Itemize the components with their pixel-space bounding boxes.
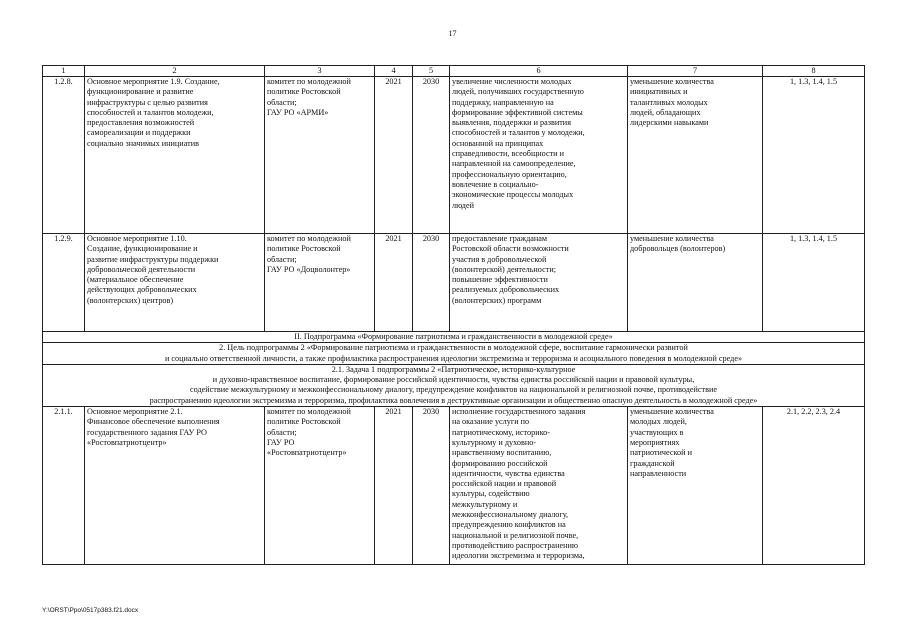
text-line: людей, обладающих — [630, 107, 701, 117]
text-line: направленной на самоопределение, — [452, 159, 576, 169]
text-line: содействие межкультурному и межконфессиональному диалогу, предупреждение конфликтов на национальной и религиозной почве, противодействие — [189, 385, 718, 395]
text-line: идеологии экстремизма и терроризма, — [452, 551, 585, 561]
text-line: участвующих в — [630, 427, 684, 437]
text-line: Ростовской области возможности — [452, 244, 569, 254]
text-line: Основное мероприятие 2.1. — [87, 407, 183, 417]
table-row — [43, 407, 865, 565]
text-line: комитет по молодежной — [267, 407, 351, 417]
indicator-links: 1, 1.3, 1.4, 1.5 — [763, 77, 865, 234]
text-line: Финансовое обеспечение выполнения — [87, 417, 220, 427]
text-line: культурному и духовно- — [452, 437, 537, 447]
text-line: способностей и талантов молодежи, — [87, 107, 214, 117]
text-line: Создание, функционирование и — [87, 244, 198, 254]
col-header: 7 — [628, 66, 763, 77]
row-number: 2.1.1. — [43, 407, 85, 565]
text-line: ГАУ РО «АРМИ» — [267, 107, 329, 117]
start-year: 2021 — [375, 407, 413, 565]
text-line: основанной на принципах — [452, 138, 544, 148]
subprogram-title-row — [43, 332, 865, 343]
text-line: исполнение государственного задания — [452, 407, 586, 417]
text-line: области; — [267, 254, 297, 264]
text-line: межкультурному и — [452, 499, 518, 509]
text-line: противодействию распространению — [452, 540, 578, 550]
text-line: увеличение численности молодых — [452, 77, 572, 86]
text-line: нравственному воспитанию, — [452, 448, 552, 458]
text-line: 2. Цель подпрограммы 2 «Формирование патриотизма и гражданственности в молодежной сфере, воспитание гармонически развитой — [219, 343, 688, 353]
task-row — [43, 364, 865, 406]
text-line: государственного задания ГАУ РО — [87, 427, 207, 437]
text-line: распространению идеологии экстремизма и терроризма, профилактика вовлечения в деструктивные организации и общественно опасную деятельность в молодежной среде» — [149, 395, 758, 405]
text-line: патриотической и — [630, 448, 692, 458]
text-line: людей, получивших государственную — [452, 87, 584, 97]
col-header: 4 — [375, 66, 413, 77]
text-line: мероприятиях — [630, 437, 680, 447]
text-line: (волонтерских) программ — [452, 295, 542, 305]
text-line: политике Ростовской — [267, 417, 341, 427]
col-header: 2 — [85, 66, 265, 77]
text-line: участия в добровольческой — [452, 254, 547, 264]
subprogram-goal — [43, 343, 865, 365]
executor — [265, 77, 375, 234]
col-header: 1 — [43, 66, 85, 77]
text-line: Основное мероприятие 1.9. Создание, — [87, 77, 220, 86]
text-line: области; — [267, 427, 297, 437]
text-line: (волонтерских) центров) — [87, 295, 174, 305]
text-line: комитет по молодежной — [267, 77, 351, 86]
text-line: области; — [267, 97, 297, 107]
text-line: вовлечение в социально- — [452, 179, 539, 189]
text-line: «Ростовпатриотцентр» — [267, 448, 347, 458]
text-line: добровольцев (волонтеров) — [630, 244, 726, 254]
text-line: на оказание услуги по — [452, 417, 530, 427]
text-line: уменьшение количества — [630, 234, 714, 243]
text-line: идентичности, чувства единства — [452, 468, 565, 478]
subprogram-task — [43, 364, 865, 406]
non-implementation-consequence — [628, 407, 763, 565]
text-line: предупреждению конфликтов на — [452, 520, 566, 530]
text-line: повышение эффективности — [452, 275, 548, 285]
text-line: гражданской — [630, 458, 675, 468]
col-header: 6 — [450, 66, 628, 77]
text-line: инициативных и — [630, 87, 688, 97]
text-line: и социально ответственной личности, а также профилактика распространения идеологии экстремизма и терроризма и асоциального поведения в молодежной среде» — [164, 353, 743, 363]
text-line: профессиональную ориентацию, — [452, 169, 567, 179]
end-year: 2030 — [413, 234, 450, 332]
text-line: ГАУ РО «Доцволонтер» — [267, 264, 351, 274]
text-line: «Ростовпатриотцентр» — [87, 437, 167, 447]
text-line: патриотическому, историко- — [452, 427, 550, 437]
text-line: способностей и талантов у молодежи, — [452, 128, 585, 138]
col-header: 8 — [763, 66, 865, 77]
text-line: действующих добровольческих — [87, 285, 197, 295]
text-line: комитет по молодежной — [267, 234, 351, 243]
text-line: уменьшение количества — [630, 407, 714, 417]
text-line: добровольческой деятельности — [87, 264, 196, 274]
text-line: реализуемых добровольческих — [452, 285, 560, 295]
expected-result — [450, 234, 628, 332]
start-year: 2021 — [375, 234, 413, 332]
text-line: национальной и религиозной почве, — [452, 530, 579, 540]
row-number: 1.2.9. — [43, 234, 85, 332]
row-number: 1.2.8. — [43, 77, 85, 234]
page-number: 17 — [448, 29, 457, 38]
text-line: (материальное обеспечение — [87, 275, 184, 285]
col-header: 3 — [265, 66, 375, 77]
text-line: талантливых молодых — [630, 97, 708, 107]
text-line: и духовно-нравственное воспитание, формирование российской идентичности, чувства единства российской нации и правовой культуры, — [212, 375, 695, 385]
text-line: культуры, содействию — [452, 489, 530, 499]
text-line: развитие инфраструктуры поддержки — [87, 254, 219, 264]
text-line: (волонтерской) деятельности; — [452, 264, 556, 274]
text-line: политике Ростовской — [267, 244, 341, 254]
text-line: формирование эффективной системы — [452, 107, 583, 117]
text-line: справедливости, всеобщности и — [452, 149, 564, 159]
text-line: экономические процессы молодых — [452, 190, 574, 200]
measure-name — [85, 77, 265, 234]
text-line: выявления, поддержки и развития — [452, 118, 571, 128]
expected-result — [450, 77, 628, 234]
text-line: политике Ростовской — [267, 87, 341, 97]
text-line: Основное мероприятие 1.10. — [87, 234, 187, 243]
executor — [265, 234, 375, 332]
text-line: социально значимых инициатив — [87, 138, 199, 148]
text-line: предоставление гражданам — [452, 234, 548, 243]
text-line: самореализации и поддержки — [87, 128, 191, 138]
text-line: ГАУ РО — [267, 437, 295, 447]
text-line: предоставления возможностей — [87, 118, 195, 128]
col-header: 5 — [413, 66, 450, 77]
end-year: 2030 — [413, 77, 450, 234]
text-line: инфраструктуры с целью развития — [87, 97, 208, 107]
text-line: 2.1. Задача 1 подпрограммы 2 «Патриотическое, историко-культурное — [331, 364, 576, 374]
text-line: людей — [452, 200, 474, 210]
non-implementation-consequence — [628, 77, 763, 234]
indicator-links: 2.1, 2.2, 2.3, 2.4 — [763, 407, 865, 565]
start-year: 2021 — [375, 77, 413, 234]
executor — [265, 407, 375, 565]
text-line: уменьшение количества — [630, 77, 714, 86]
end-year: 2030 — [413, 407, 450, 565]
text-line: направленности — [630, 468, 687, 478]
subprogram-title: II. Подпрограмма «Формирование патриотизма и гражданственности в молодежной среде» — [43, 332, 865, 343]
table-row — [43, 77, 865, 234]
goal-row — [43, 343, 865, 365]
indicator-links: 1, 1.3, 1.4, 1.5 — [763, 234, 865, 332]
text-line: межконфессиональному диалогу, — [452, 510, 569, 520]
text-line: функционирование и развитие — [87, 87, 194, 97]
expected-result — [450, 407, 628, 565]
text-line: российской нации и правовой — [452, 479, 557, 489]
text-line: поддержку, направленную на — [452, 97, 554, 107]
measure-name — [85, 407, 265, 565]
text-line: формированию российской — [452, 458, 548, 468]
measures-table — [42, 65, 865, 565]
text-line: лидерскими навыками — [630, 118, 709, 128]
file-path-footer: Y:\ORST\Ppo\0517p383.f21.docx — [42, 607, 139, 614]
text-line: молодых людей, — [630, 417, 687, 427]
column-number-row — [43, 66, 865, 77]
non-implementation-consequence — [628, 234, 763, 332]
table-row — [43, 234, 865, 332]
measure-name — [85, 234, 265, 332]
